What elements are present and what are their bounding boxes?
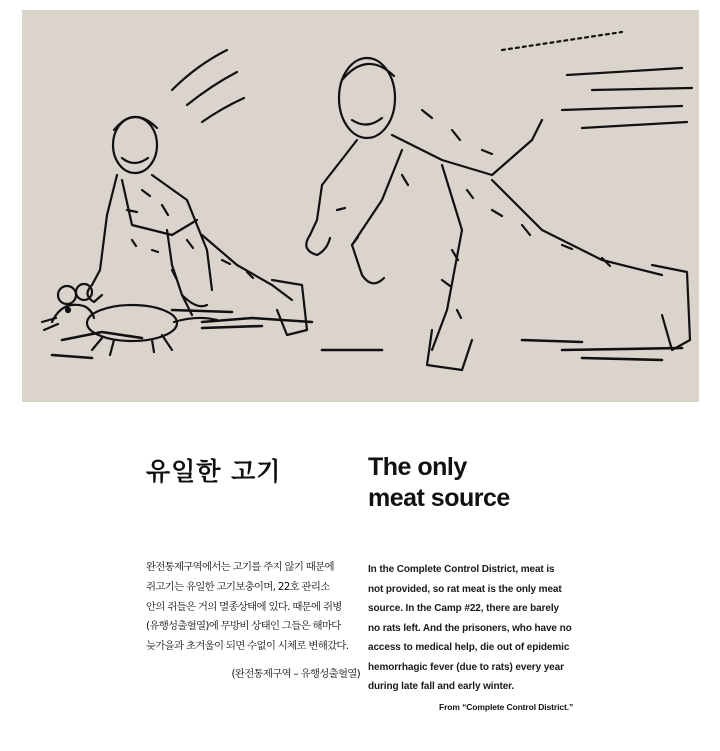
english-title-line: meat source [368, 484, 510, 512]
ground-lines [52, 310, 682, 360]
korean-title: 유일한 고기 [146, 457, 282, 486]
korean-source-caption: (완전통제구역 – 유행성출혈열) [231, 668, 360, 680]
english-body-line: not provided, so rat meat is the only meat [368, 583, 562, 595]
right-prisoner-figure [306, 58, 690, 370]
korean-body-line: 늦가을과 초겨울이 되면 수없이 시체로 변해갔다. [146, 640, 349, 653]
source-credit: From “Complete Control District.” [439, 702, 574, 712]
korean-body-text [146, 558, 360, 657]
english-body-line: during late fall and early winter. [368, 681, 515, 692]
korean-body-line: 안의 쥐들은 거의 멸종상태에 있다. 때문에 쥐병 [146, 600, 342, 613]
english-title [368, 452, 510, 514]
korean-body-line: 완전통제구역에서는 고기를 주지 않기 때문에 [146, 561, 334, 573]
korean-body-line: 쥐고기는 유일한 고기보충이며, 22호 관리소 [146, 580, 330, 593]
korean-body-line: (유행성출혈열)에 무방비 상태인 그들은 해마다 [146, 620, 341, 633]
english-title-line: The only [368, 453, 467, 481]
english-body-line: hemorrhagic fever (due to rats) every year [368, 661, 564, 673]
speed-lines-right [502, 32, 692, 128]
left-prisoner-figure [87, 117, 307, 335]
english-body-text [368, 560, 572, 697]
illustration-panel [22, 10, 699, 402]
prisoners-chasing-rat-drawing [22, 10, 699, 402]
english-body-line: source. In the Camp #22, there are barely [368, 603, 559, 614]
speed-lines-left [172, 50, 244, 122]
rat-figure [42, 284, 217, 355]
english-body-line: access to medical help, die out of epidemic [368, 642, 570, 653]
english-body-line: no rats left. And the prisoners, who have no [368, 622, 572, 634]
english-body-line: In the Complete Control District, meat is [368, 564, 555, 575]
